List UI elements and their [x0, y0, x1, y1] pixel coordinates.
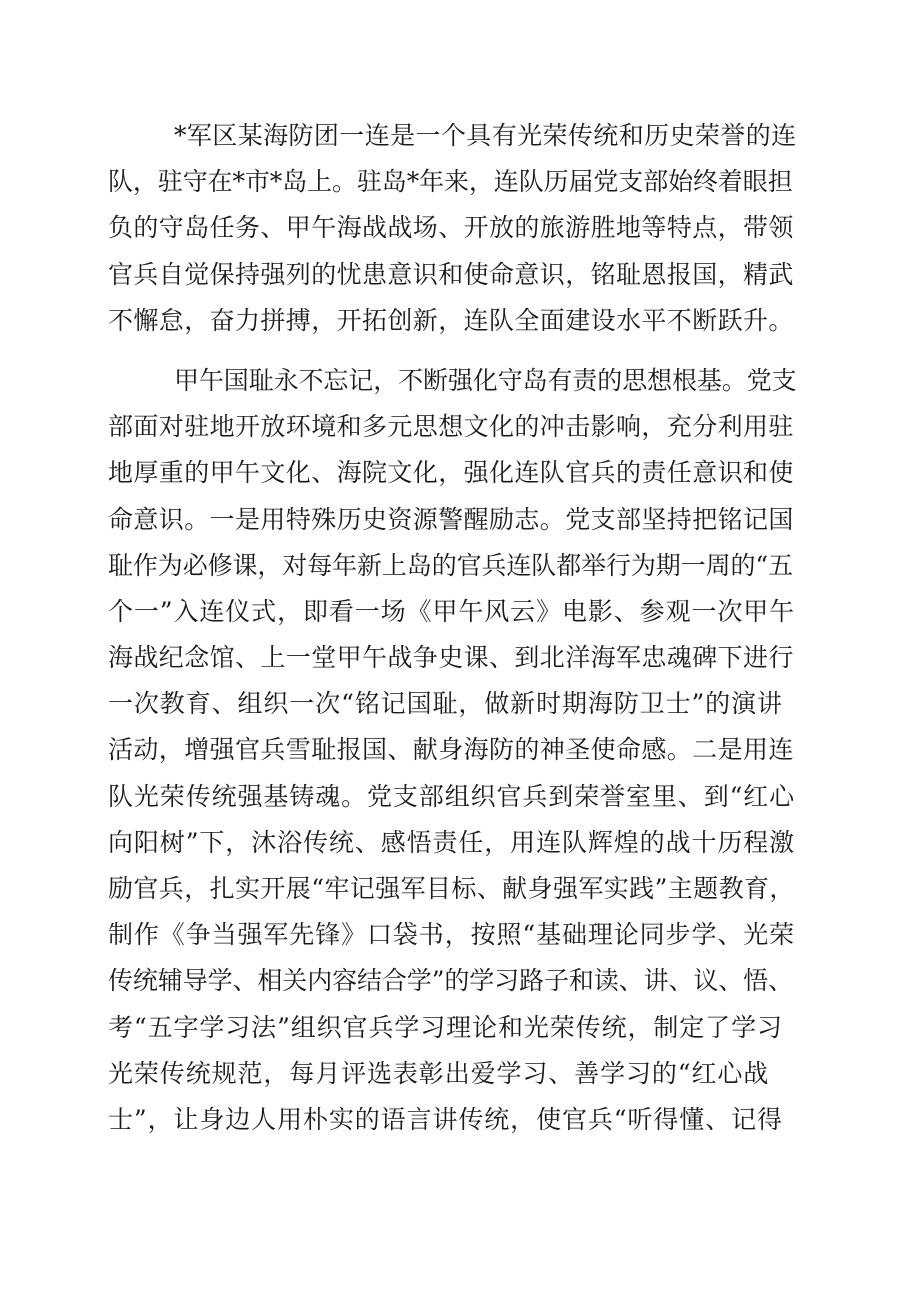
text-line: 考“五字学习法”组织官兵学习理论和光荣传统，制定了学习 — [108, 1012, 783, 1042]
text-line: 励官兵，扎实开展“牢记强军目标、献身强军实践”主题教育， — [108, 874, 795, 903]
text-line: 海战纪念馆、上一堂甲午战争史课、到北洋海军忠魂碑下进行 — [108, 643, 794, 673]
text-line: 向阳树”下，沐浴传统、感悟责任，用连队辉煌的战十历程激 — [108, 827, 796, 857]
text-line: 传统辅导学、相关内容结合学”的学习路子和读、讲、议、悟、 — [108, 966, 793, 996]
text-line: 一次教育、组织一次“铭记国耻，做新时期海防卫士”的演讲 — [108, 689, 783, 719]
text-line: 负的守岛任务、甲午海战战场、开放的旅游胜地等特点，带领 — [108, 213, 794, 243]
text-line: 活动，增强官兵雪耻报国、献身海防的神圣使命感。二是用连 — [108, 735, 794, 765]
text-line: 耻作为必修课，对每年新上岛的官兵连队都举行为期一周的“五 — [108, 550, 793, 580]
paragraph-2 — [108, 358, 798, 1143]
paragraph-1 — [108, 113, 798, 344]
text-line: 地厚重的甲午文化、海院文化，强化连队官兵的责任意识和使 — [108, 458, 794, 488]
text-line: 队，驻守在*市*岛上。驻岛*年来，连队历届党支部始终着眼担 — [108, 167, 793, 197]
text-line: 不懈怠，奋力拼搏，开拓创新，连队全面建设水平不断跃升。 — [108, 305, 794, 335]
text-line: 部面对驻地开放环境和多元思想文化的冲击影响，充分利用驻 — [108, 412, 794, 442]
text-line: 队光荣传统强基铸魂。党支部组织官兵到荣誉室里、到“红心 — [108, 781, 796, 811]
text-line: *军区某海防团一连是一个具有光荣传统和历史荣誉的连 — [174, 121, 797, 150]
text-line: 个一”入连仪式，即看一场《甲午风云》电影、参观一次甲午 — [108, 596, 796, 626]
document-body — [108, 113, 798, 1143]
text-line: 命意识。一是用特殊历史资源警醒励志。党支部坚持把铭记国 — [108, 504, 794, 534]
text-line: 制作《争当强军先锋》口袋书，按照“基础理论同步学、光荣 — [108, 920, 796, 950]
text-line: 官兵自觉保持强列的忧患意识和使命意识，铭耻恩报国，精武 — [108, 259, 794, 289]
text-line: 甲午国耻永不忘记，不断强化守岛有责的思想根基。党支 — [174, 365, 797, 395]
text-line: 光荣传统规范，每月评选表彰出爱学习、善学习的“红心战 — [108, 1058, 770, 1088]
text-line: 士”，让身边人用朴实的语言讲传统，使官兵“听得懂、记得 — [108, 1104, 783, 1134]
